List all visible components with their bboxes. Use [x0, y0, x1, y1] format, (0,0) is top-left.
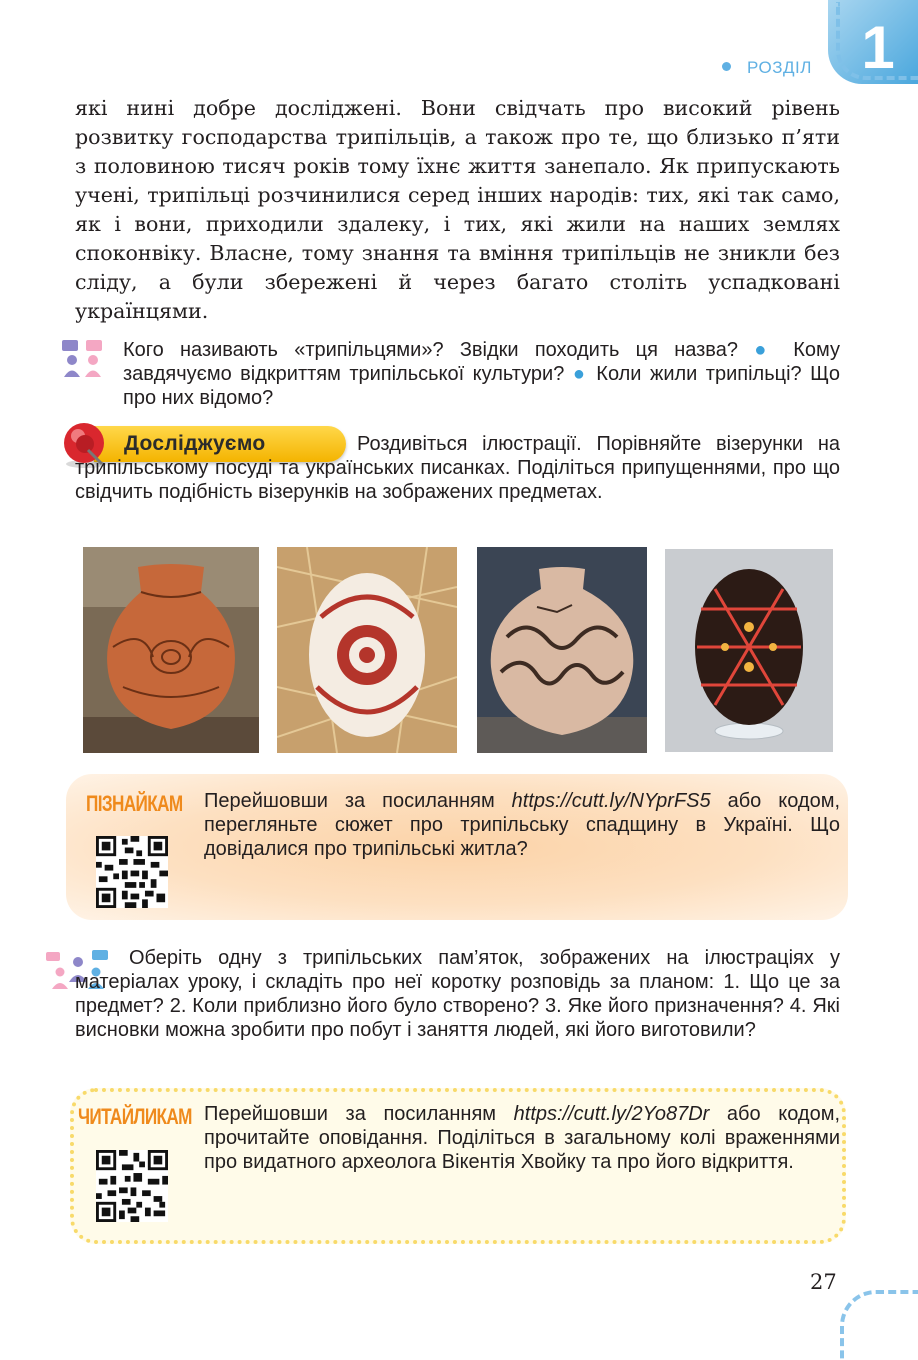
chyt-link[interactable]: https://cutt.ly/2Yo87Dr: [513, 1103, 710, 1125]
page-number: 27: [810, 1270, 837, 1294]
chapter-dot-icon: [722, 62, 731, 71]
research-text: Роздивіться ілюстрації. Порівняйте візерунки на трипільському посуді та українських писанках. Поділіться припущеннями, про що свідчить подібність візерунків на зображених предметах.: [75, 433, 840, 503]
pizn-text-after: або кодом, перегляньте сюжет про трипільську спадщину в Україні. Що довідалися про трипільські житла?: [204, 790, 841, 860]
trypillia-vase-photo-1: [83, 547, 259, 753]
qr-code-icon[interactable]: [96, 1150, 168, 1222]
research-indent: [75, 440, 357, 450]
easter-egg-photo-1: [277, 547, 457, 753]
body-paragraph: які нині добре досліджені. Вони свідчать про високий рівень розвитку господарства трипільців, а також про те, що близько п’яти з половиною тисяч років тому їхнє життя занепало. Як припускають учені, трипільці розчинилися серед інших народів: тих, які так само, як і вони, приходили здалеку, і тих, які жили на наших землях споконвіку. Власне, тому знання та вміння трипільців не зникли без сліду, а були збережені й через багато століть успадковані українцями.: [75, 96, 840, 323]
pair-discussion-icon: [62, 340, 104, 378]
research-text-wrap: [75, 432, 840, 504]
chyt-text: [204, 1102, 840, 1174]
chyt-title: ЧИТАЙЛИКАМ: [78, 1104, 192, 1129]
question-2: Кому завдячуємо відкриттям трипільської культури?: [123, 339, 840, 385]
chyt-text-after: або кодом, прочитайте оповідання. Поділіться в загальному колі враженнями про видатного археолога Вікентія Хвойку та про його відкриття.: [204, 1103, 840, 1173]
pizn-title: ПІЗНАЙКАМ: [86, 791, 183, 816]
pizn-text-before: Перейшовши за посиланням: [204, 790, 512, 812]
chapter-label: РОЗДІЛ: [747, 58, 812, 77]
easter-egg-photo-2: [665, 549, 833, 752]
pizn-link[interactable]: https://cutt.ly/NYprFS5: [511, 790, 711, 812]
pizn-text: [204, 789, 840, 861]
bullet-icon: ●: [754, 339, 777, 361]
chapter-label-wrap: [722, 58, 812, 78]
questions-paragraph: [123, 338, 840, 410]
bullet-icon: ●: [572, 363, 588, 385]
group-task-text: Оберіть одну з трипільських пам’яток, зображених на ілюстраціях у матеріалах уроку, і складіть про неї коротку розповідь за планом: 1. Що це за предмет? 2. Коли приблизно його було створено? 3. Яке його призначення? 4. Які висновки можна зробити про побут і заняття людей, які його виготовили?: [75, 947, 840, 1041]
bottom-corner-decoration: [840, 1290, 918, 1360]
group-task-indent: [75, 954, 129, 964]
group-task-wrap: [75, 946, 840, 1042]
question-3: Коли жили трипільці? Що про них відомо?: [123, 363, 840, 409]
question-1: Кого називають «трипільцями»? Звідки походить ця назва?: [123, 339, 738, 361]
qr-code-icon[interactable]: [96, 836, 168, 908]
research-badge-label: Досліджуємо: [124, 432, 266, 455]
chyt-text-before: Перейшовши за посиланням: [204, 1103, 514, 1125]
chapter-number: 1: [861, 14, 895, 81]
trypillia-vase-photo-2: [477, 547, 647, 753]
